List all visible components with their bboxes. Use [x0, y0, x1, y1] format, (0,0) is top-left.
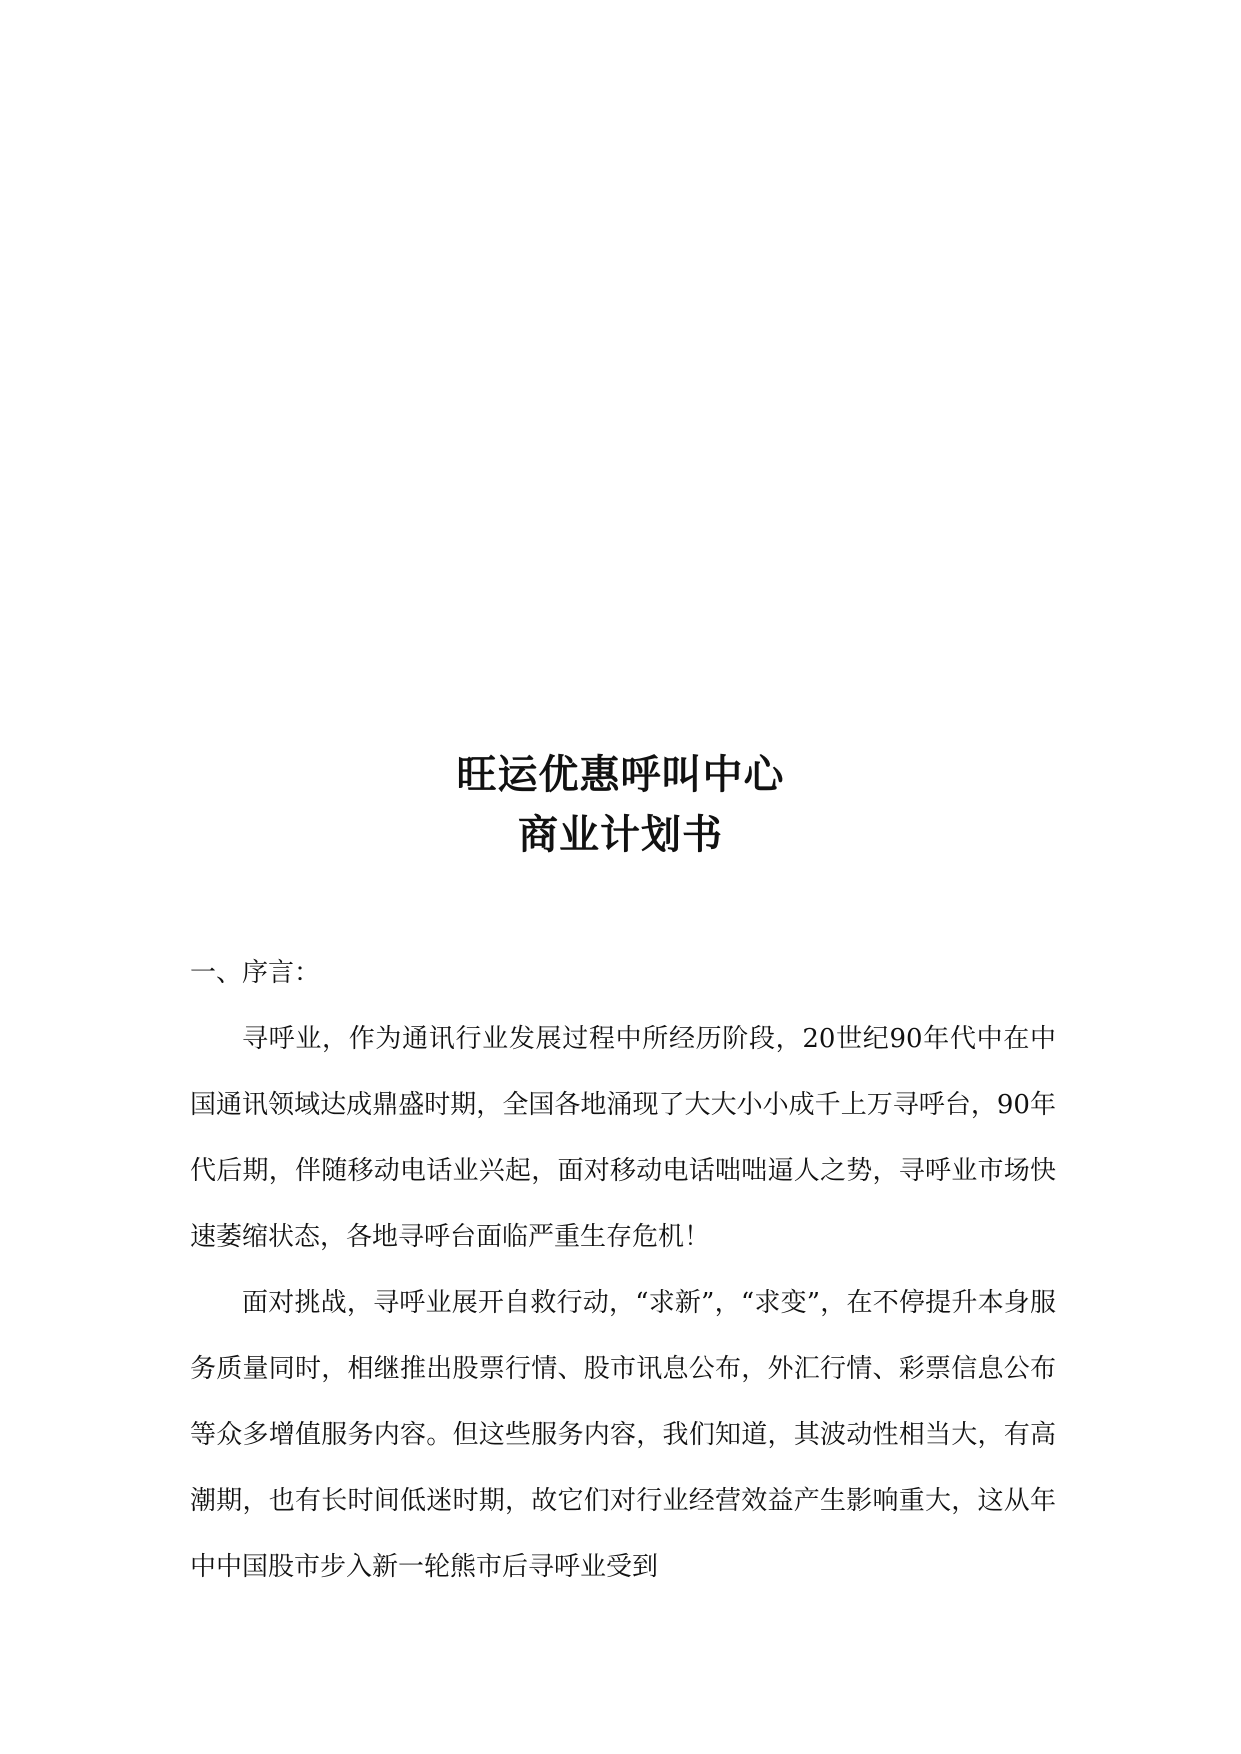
title-line-business-plan: 商业计划书 [518, 812, 723, 858]
paragraph-1: 寻呼业，作为通讯行业发展过程中所经历阶段，20世纪90年代中在中国通讯领域达成鼎盛时期，全国各地涌现了大大小小成千上万寻呼台，90年代后期，伴随移动电话业兴起，面对移动电话咄咄逼人之势，寻呼业市场快速萎缩状态，各地寻呼台面临严重生存危机！ [190, 1024, 1056, 1252]
title-line-company: 旺运优惠呼叫中心 [456, 752, 785, 798]
document-body [190, 940, 1056, 1600]
section-heading-preface: 一、序言： [190, 958, 321, 988]
document-title [0, 745, 1241, 865]
paragraph-2: 面对挑战，寻呼业展开自救行动，“求新”，“求变”，在不停提升本身服务质量同时，相继推出股票行情、股市讯息公布，外汇行情、彩票信息公布等众多增值服务内容。但这些服务内容，我们知道，其波动性相当大，有高潮期，也有长时间低迷时期，故它们对行业经营效益产生影响重大，这从年中中国股市步入新一轮熊市后寻呼业受到 [190, 1288, 1056, 1582]
